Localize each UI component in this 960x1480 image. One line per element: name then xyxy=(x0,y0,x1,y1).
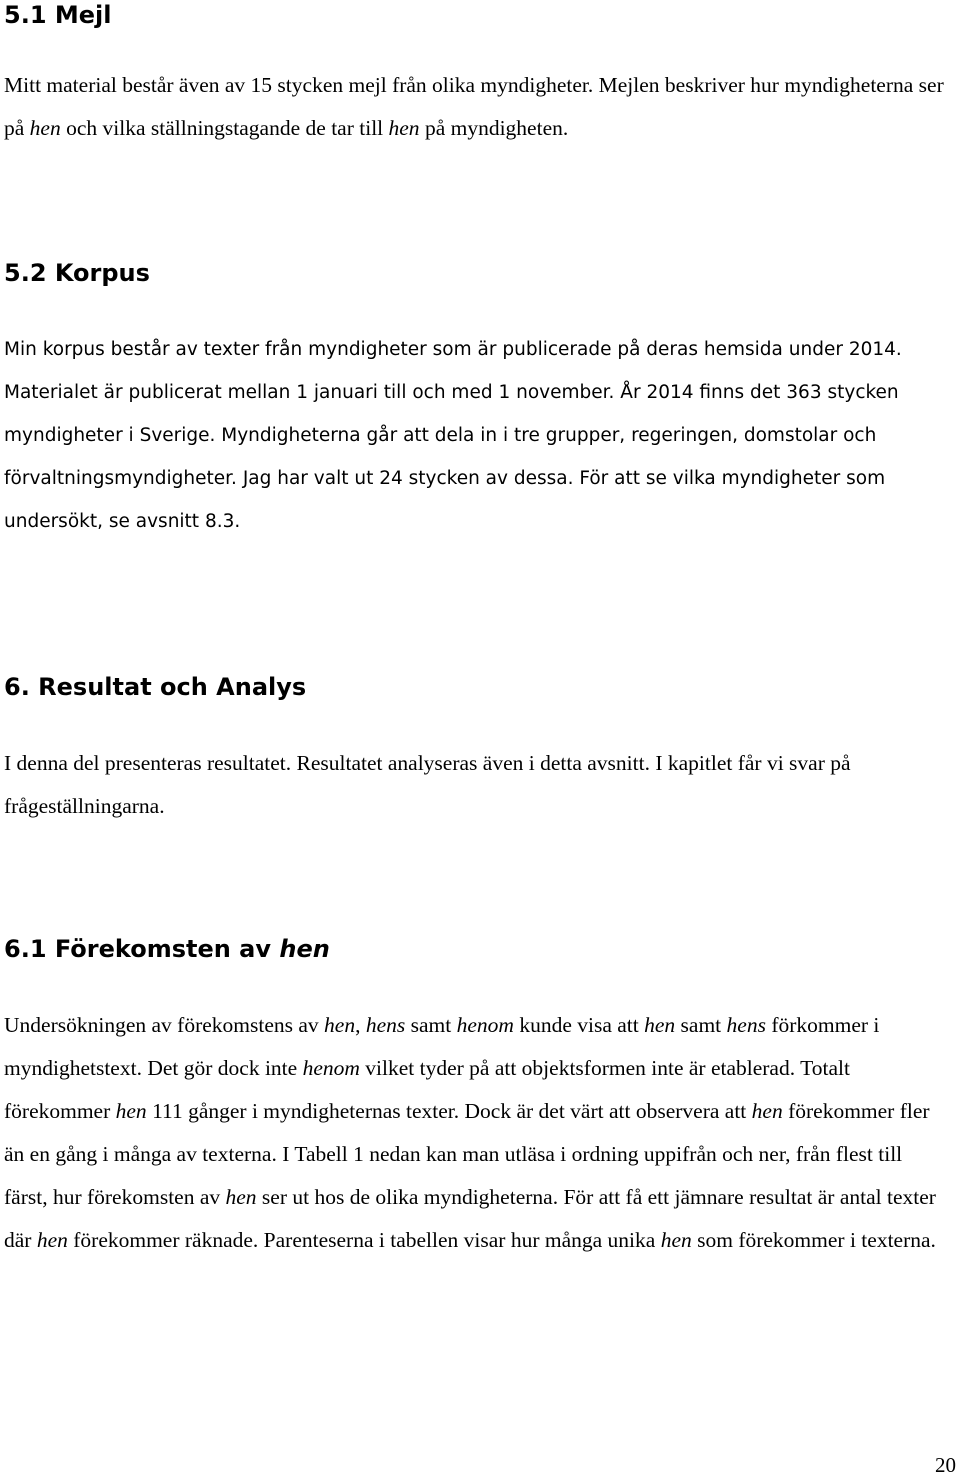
italic-term: hen xyxy=(29,116,61,140)
text-run: som förekommer i texterna. xyxy=(691,1228,936,1252)
text-run: förkommer i myndighetstext. Det gör dock inte xyxy=(4,1013,880,1080)
page-number: 20 xyxy=(935,1453,956,1477)
italic-term: hen xyxy=(324,1013,356,1037)
italic-term: hen xyxy=(225,1185,257,1209)
text-run: Undersökningen av förekomstens av xyxy=(4,1013,325,1037)
text-run: Mitt material består även av 15 stycken mejl från olika myndigheter. Mejlen beskriver hur myndigheterna ser på xyxy=(4,73,944,140)
italic-term: hen xyxy=(388,116,420,140)
heading-6-1-text: 6.1 Förekomsten av xyxy=(4,935,280,963)
paragraph-korpus xyxy=(4,328,944,543)
text-run: och vilka ställningstagande de tar till xyxy=(60,116,389,140)
heading-6-1-italic: hen xyxy=(279,935,330,963)
section-heading-5-2: 5.2 Korpus xyxy=(4,259,150,287)
italic-term: henom xyxy=(302,1056,360,1080)
italic-term: hen xyxy=(644,1013,676,1037)
section-heading-6-1 xyxy=(4,934,330,964)
text-run: på myndigheten. xyxy=(419,116,569,140)
text-run: samt xyxy=(675,1013,727,1037)
text-run: förekommer räknade. Parenteserna i tabellen visar hur många unika xyxy=(67,1228,661,1252)
text-run: , xyxy=(355,1013,366,1037)
italic-term: hen xyxy=(751,1099,783,1123)
text-run: vilket tyder på att objektsformen inte är etablerad. Totalt förekommer xyxy=(4,1056,850,1123)
text-run: 111 gånger i myndigheternas texter. Dock är det värt att observera att xyxy=(146,1099,752,1123)
paragraph-forekomsten xyxy=(4,1004,944,1262)
text-run: förekommer fler än en gång i många av texterna. I Tabell 1 nedan kan man utläsa i ordning uppifrån och ner, från flest till färst, hur förekomsten av xyxy=(4,1099,930,1209)
text-run: samt xyxy=(405,1013,457,1037)
italic-term: hen xyxy=(115,1099,147,1123)
text-run: kunde visa att xyxy=(513,1013,645,1037)
italic-term: hens xyxy=(365,1013,406,1037)
italic-term: hens xyxy=(726,1013,766,1037)
section-heading-5-1: 5.1 Mejl xyxy=(4,1,112,29)
paragraph-mejl xyxy=(4,64,944,150)
italic-term: henom xyxy=(456,1013,514,1037)
italic-term: hen xyxy=(36,1228,68,1252)
text-run: I denna del presenteras resultatet. Resultatet analyseras även i detta avsnitt. I kapitlet får vi svar på frågeställningarna. xyxy=(4,751,851,818)
text-run: ser ut hos de olika myndigheterna. För att få ett jämnare resultat är antal texter där xyxy=(4,1185,936,1252)
paragraph-resultat xyxy=(4,742,944,828)
text-run: Min korpus består av texter från myndigheter som är publicerade på deras hemsida under 2014. Materialet är publicerat mellan 1 januari till och med 1 november. År 2014 finns det 363 stycken myndigheter i Sverige. Myndigheterna går att dela in i tre grupper, regeringen, domstolar och förvaltningsmyndigheter. Jag har valt ut 24 stycken av dessa. För att se vilka myndigheter som undersökt, se avsnitt 8.3. xyxy=(4,339,902,532)
italic-term: hen xyxy=(660,1228,692,1252)
section-heading-6: 6. Resultat och Analys xyxy=(4,673,307,701)
